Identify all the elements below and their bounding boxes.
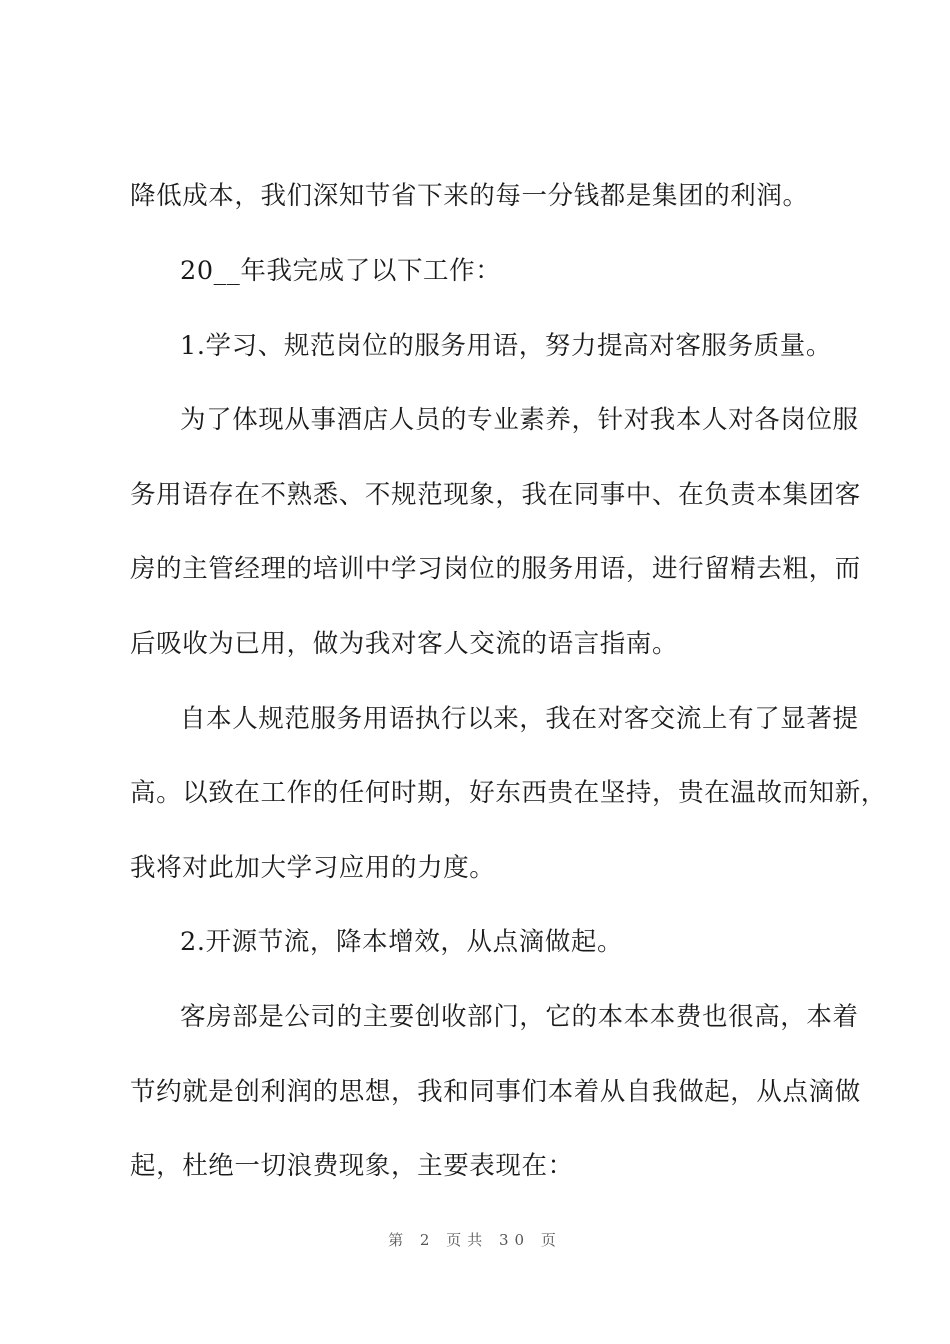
paragraph-line: 我将对此加大学习应用的力度。 [130, 853, 496, 883]
paragraph-line: 20__年我完成了以下工作： [180, 256, 502, 286]
section-heading: 2.开源节流，降本增效，从点滴做起。 [180, 927, 624, 957]
paragraph-line: 起，杜绝一切浪费现象，主要表现在： [130, 1151, 574, 1181]
page-number-footer: 第 2 页共 30 页 [388, 1231, 562, 1249]
paragraph-line: 房的主管经理的培训中学习岗位的服务用语，进行留精去粗，而 [130, 554, 861, 584]
paragraph-line: 降低成本，我们深知节省下来的每一分钱都是集团的利润。 [130, 181, 809, 211]
paragraph-line: 自本人规范服务用语执行以来，我在对客交流上有了显著提 [180, 704, 859, 734]
paragraph-line: 高。以致在工作的任何时期，好东西贵在坚持，贵在温故而知新， [130, 778, 887, 808]
paragraph-line: 节约就是创利润的思想，我和同事们本着从自我做起，从点滴做 [130, 1077, 861, 1107]
paragraph-line: 后吸收为已用，做为我对客人交流的语言指南。 [130, 629, 679, 659]
section-heading: 1.学习、规范岗位的服务用语，努力提高对客服务质量。 [180, 331, 832, 361]
paragraph-line: 客房部是公司的主要创收部门，它的本本本费也很高，本着 [180, 1002, 859, 1032]
paragraph-line: 务用语存在不熟悉、不规范现象，我在同事中、在负责本集团客 [130, 480, 861, 510]
paragraph-line: 为了体现从事酒店人员的专业素养，针对我本人对各岗位服 [180, 405, 859, 435]
